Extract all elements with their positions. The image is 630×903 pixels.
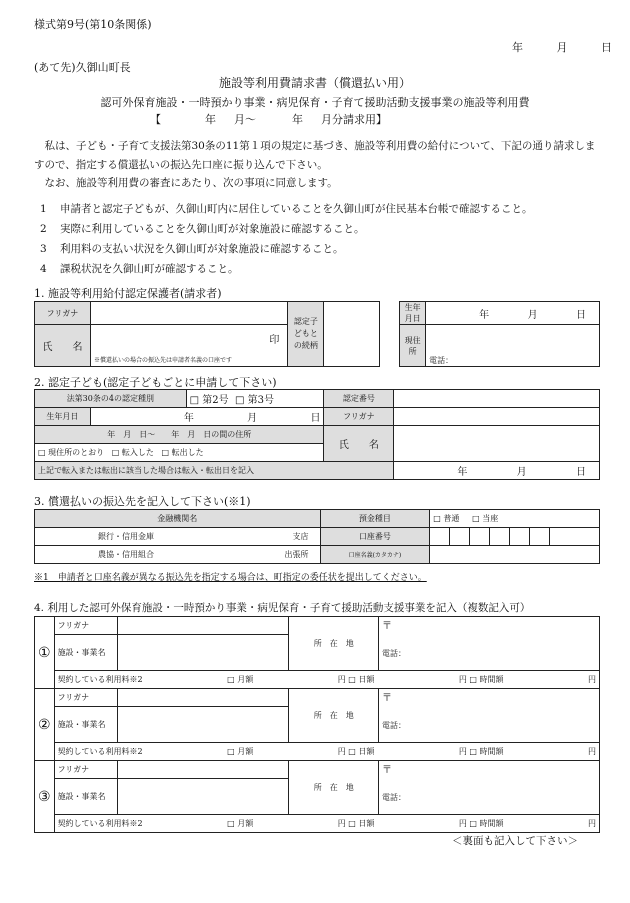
form-number: 様式第9号(第10条関係) [34,18,152,31]
consent-list [40,199,533,279]
guardian-birthdate-label: 生年月日 [400,302,426,325]
ordinary-checkbox[interactable]: □ 普通 [433,514,460,523]
account-number-label: 口座番号 [320,528,430,546]
account-type-options[interactable] [430,510,600,528]
bank-table [34,509,600,564]
fee-row[interactable]: 契約している利用料※2 □ 月額 円 □ 日額 円 □ 時間額 円 [54,743,599,761]
intro-paragraph-1: 私は、子ども・子育て支援法第30条の11第１項の規定に基づき、施設等利用費の給付について、下記の通り請求しますので、指定する償還払いの振込先口座に振り込んで下さい。 [34,140,596,171]
guardian-birthdate-field[interactable]: 年 月 日 [426,302,600,325]
transfer-date-field[interactable]: 年 月 日 [394,462,600,480]
section3-footnote: ※1 申請者と口座名義が異なる振込先を指定する場合は、町指定の委任状を提出してください。 [34,573,427,583]
guardian-address-label: 現住所 [400,325,426,367]
facility-furigana-field[interactable] [118,617,289,635]
facility-location-field[interactable]: 〒 電話： [379,617,600,671]
date-day-label: 日 [601,41,612,54]
cert-type-label: 法第30条の4の認定種別 [35,390,187,408]
form-subtitle: 認可外保育施設・一時預かり事業・病児保育・子育て援助活動支援事業の施設等利用費 [100,96,530,109]
child-birthdate-label: 生年月日 [35,408,91,426]
cert-number-field[interactable] [394,390,600,408]
facility-location-field[interactable]: 〒 電話： [379,689,600,743]
facility-name-field[interactable] [118,707,289,743]
intro-paragraph-2: なお、施設等利用費の審査にあたり、次の事項に同意します。 [44,177,338,189]
facility-marker: ① [35,617,55,689]
account-type-label: 預金種目 [320,510,430,528]
facility-name-field[interactable] [118,635,289,671]
guardian-name-label: 氏 名 [35,325,91,367]
cert-type-options[interactable] [186,390,324,408]
moved-in-checkbox[interactable]: □ 転入した [111,448,154,457]
child-furigana-label: フリガナ [324,408,394,426]
relation-field[interactable] [324,302,380,367]
fee-row[interactable]: 契約している利用料※2 □ 月額 円 □ 日額 円 □ 時間額 円 [54,671,599,689]
facility-furigana-field[interactable] [118,761,289,779]
current-checkbox[interactable]: □ 当座 [472,514,499,523]
child-table [34,389,600,480]
guardian-furigana-field[interactable] [90,302,287,325]
addressee: (あて先)久御山町長 [34,61,131,74]
child-birthdate-field[interactable]: 年 月 日 [90,408,324,426]
type2-checkbox[interactable]: □ 第2号 [189,395,229,406]
form-title: 施設等利用費請求書（償還払い用） [218,76,411,90]
account-digit[interactable] [530,528,550,546]
account-digit[interactable] [550,528,600,546]
seal-mark: 印 [269,335,280,346]
fee-row[interactable]: 契約している利用料※2 □ 月額 円 □ 日額 円 □ 時間額 円 [54,815,599,833]
holder-field[interactable] [430,546,600,564]
relation-label: 認定子どもとの続柄 [288,302,324,367]
child-furigana-field[interactable] [394,408,600,426]
date-year-label: 年 [512,41,523,54]
agri-name-field[interactable]: 農協・信用組合 出張所 [35,546,321,564]
intro-text [34,137,600,193]
current-address-checkbox[interactable]: □ 現住所のとおり [38,448,105,457]
section4-heading: 4. 利用した認可外保育施設・一時預かり事業・病児保育・子育て援助活動支援事業を記入（複数記入可） [34,602,531,614]
guardian-name-field[interactable] [90,325,287,367]
guardian-furigana-label: フリガナ [35,302,91,325]
consent-item: 1 申請者と認定子どもが、久御山町内に居住していることを久御山町が住民基本台帳で確認すること。 [40,203,533,215]
account-digit[interactable] [430,528,450,546]
account-digit[interactable] [470,528,490,546]
cert-number-label: 認定番号 [324,390,394,408]
back-side-note: ＜裏面も記入して下さい＞ [452,835,578,847]
consent-item: 3 利用料の支払い状況を久御山町が対象施設に確認すること。 [40,243,344,255]
facility-entry-2: ② フリガナ 所 在 地 〒 電話： 施設・事業名 契約している利用料※2 □ 月額 円 □ 日額 円 □ 時間額 円 [35,689,600,761]
facility-entry-3: ③ フリガナ 所 在 地 〒 電話： 施設・事業名 契約している利用料※2 □ 月額 円 □ 日額 円 □ 時間額 円 [35,761,600,833]
facility-table [34,616,600,833]
address-status-options[interactable] [35,444,324,462]
guardian-address-field[interactable]: 電話： [426,325,600,367]
institution-label: 金融機関名 [35,510,321,528]
section2-heading: 2. 認定子ども(認定子どもごとに申請して下さい) [34,376,277,389]
facility-entry-1: ① フリガナ 所 在 地 〒 電話： 施設・事業名 契約している利用料※2 □ 月額 円 □ 日額 円 □ 時間額 円 [35,617,600,689]
seal-note: ※償還払いの場合の振込先は申請者名義の口座です [93,357,232,364]
guardian-table [34,301,600,367]
consent-item: 4 課税状況を久御山町が確認すること。 [40,263,239,275]
consent-item: 2 実際に利用していることを久御山町が対象施設に確認すること。 [40,223,365,235]
holder-label: 口座名義(カタカナ) [320,546,430,564]
facility-marker: ③ [35,761,55,833]
moved-out-checkbox[interactable]: □ 転出した [161,448,204,457]
facility-location-field[interactable]: 〒 電話： [379,761,600,815]
child-name-field[interactable] [394,426,600,462]
transfer-note-label: 上記で転入または転出に該当した場合は転入・転出日を記入 [35,462,394,480]
section3-heading: 3. 償還払いの振込先を記入して下さい(※1) [34,495,251,508]
date-month-label: 月 [556,41,568,54]
section1-heading: 1. 施設等利用給付認定保護者(請求者) [34,287,222,300]
bank-name-field[interactable]: 銀行・信用金庫 支店 [35,528,321,546]
facility-name-field[interactable] [118,779,289,815]
billing-period: 【 年 月～ 年 月分請求用】 [150,113,387,126]
facility-furigana-field[interactable] [118,689,289,707]
account-digit[interactable] [490,528,510,546]
account-digit[interactable] [450,528,470,546]
child-name-label: 氏 名 [324,426,394,462]
submission-date [512,39,612,55]
facility-marker: ② [35,689,55,761]
account-digit[interactable] [510,528,530,546]
address-period-label: 年 月 日～ 年 月 日の間の住所 [35,426,324,444]
type3-checkbox[interactable]: □ 第3号 [235,395,275,406]
